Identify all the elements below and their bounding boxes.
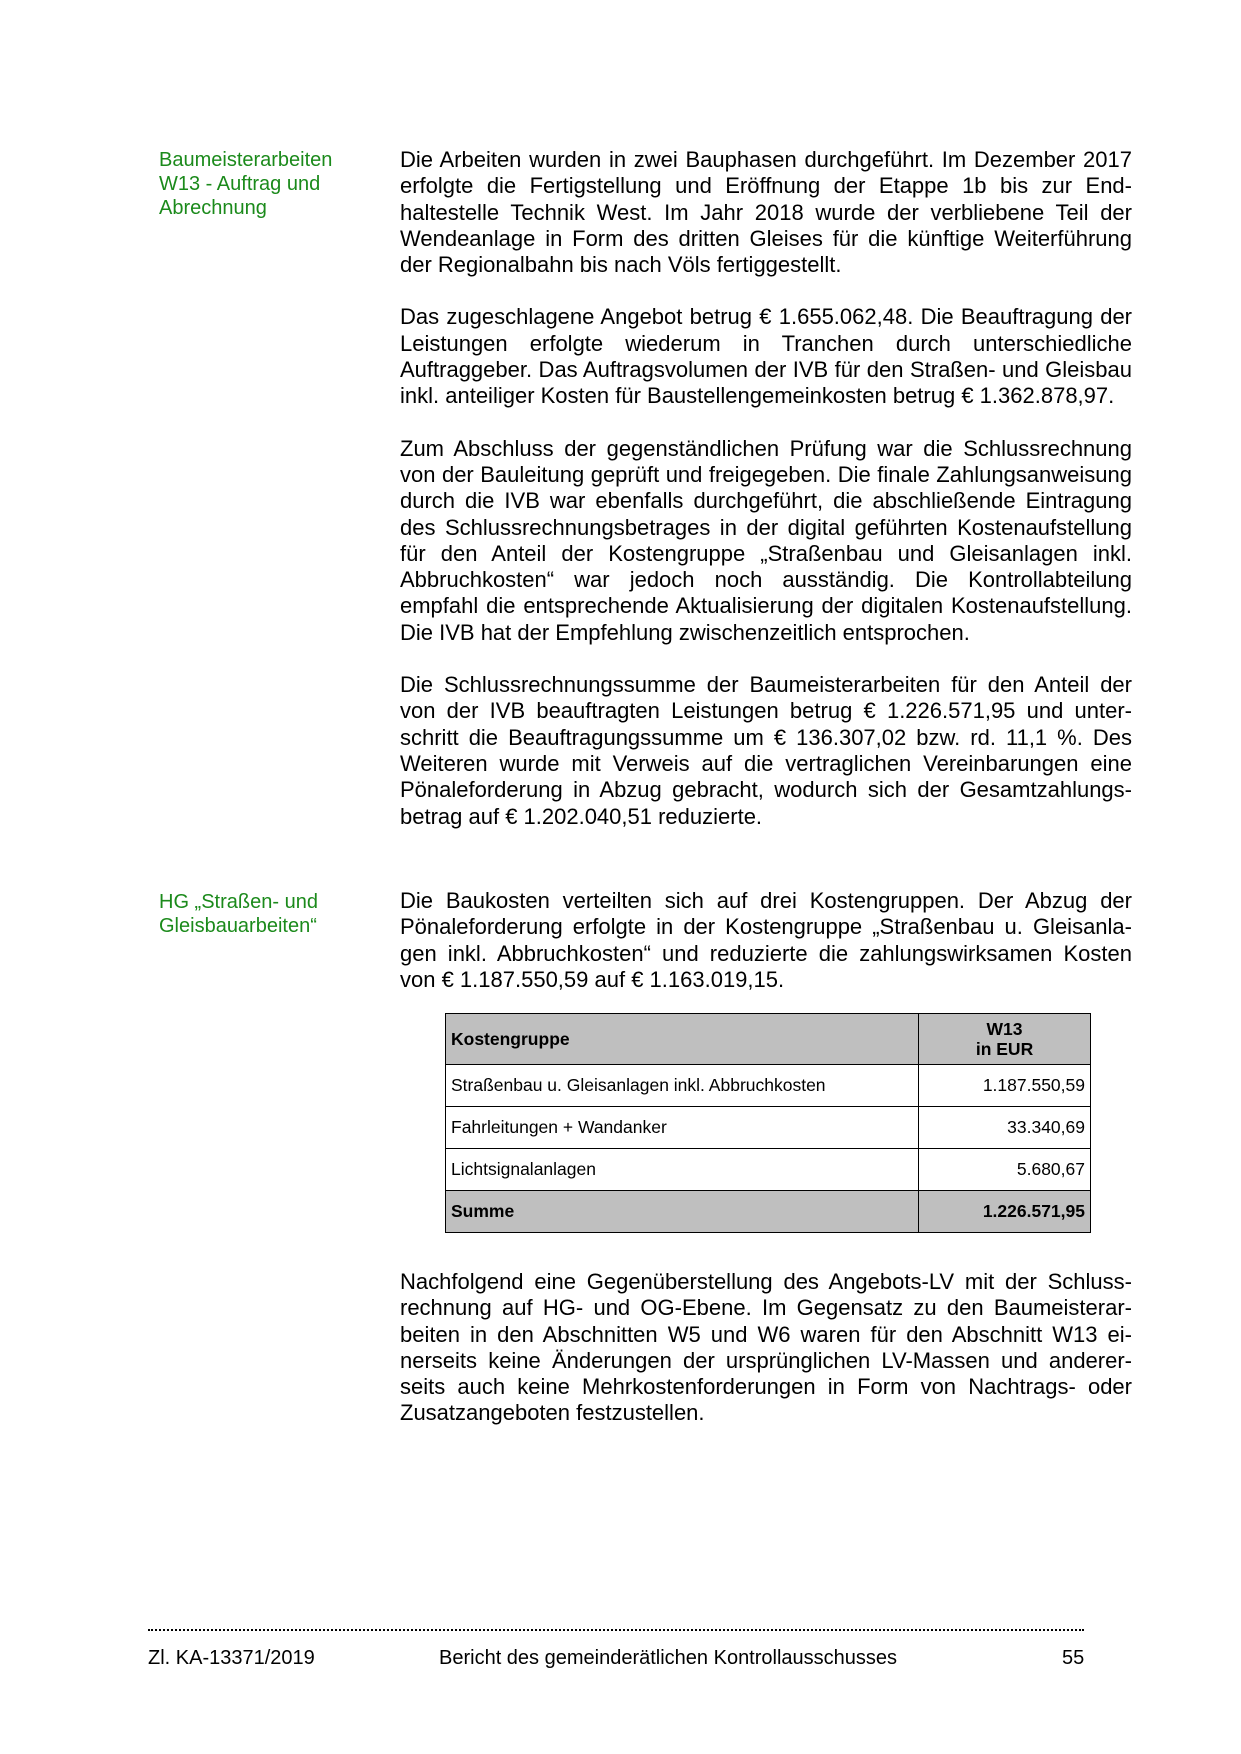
row-label: Straßenbau u. Gleisanlagen inkl. Abbruchkosten bbox=[446, 1065, 919, 1107]
table-row bbox=[446, 1107, 1091, 1149]
row-value: 33.340,69 bbox=[919, 1107, 1091, 1149]
sum-label: Summe bbox=[446, 1191, 919, 1233]
row-value: 5.680,67 bbox=[919, 1149, 1091, 1191]
body-section-1 bbox=[400, 147, 1132, 856]
header-w13: W13 bbox=[986, 1019, 1023, 1039]
paragraph-angebot: Das zugeschlagene Angebot betrug € 1.655.062,48. Die Beauftragung der Leistungen erfolgte wiederum in Tranchen durch unterschiedliche Auftraggeber. Das Auftragsvolumen der IVB für den Straßen- und Gleisbau inkl. anteiliger Kosten für Baustellengemeinkosten betrug € 1.362.878,97. bbox=[400, 304, 1132, 409]
paragraph-baukosten: Die Baukosten verteilten sich auf drei Kostengruppen. Der Abzug der Pönaleforderung erfolgte in der Kostengruppe „Straßenbau u. Gleisanlagen inkl. Abbruchkosten“ und reduzierte die zahlungswirksamen Kosten von € 1.187.550,59 auf € 1.163.019,15. bbox=[400, 888, 1132, 992]
table-sum-row bbox=[446, 1191, 1091, 1233]
paragraph-gegenueberstellung: Nachfolgend eine Gegenüberstellung des Angebots-LV mit der Schlussrechnung auf HG- und OG-Ebene. Im Gegensatz zu den Baumeisterarbeiten in den Abschnitten W5 und W6 waren für den Abschnitt W13 einerseits keine Änderungen der ursprünglichen LV-Massen und andererseits auch keine Mehrkostenforderungen in Form von Nachtrags- oder Zusatzangeboten festzustellen. bbox=[400, 1269, 1132, 1426]
table-header-row bbox=[446, 1014, 1091, 1065]
body-section-2 bbox=[400, 888, 1132, 1019]
cost-table bbox=[445, 1013, 1091, 1233]
footer-reference: Zl. KA-13371/2019 bbox=[148, 1647, 315, 1669]
body-section-3 bbox=[400, 1269, 1132, 1453]
table-row bbox=[446, 1149, 1091, 1191]
table-row bbox=[446, 1065, 1091, 1107]
row-value: 1.187.550,59 bbox=[919, 1065, 1091, 1107]
header-kostengruppe: Kostengruppe bbox=[446, 1014, 919, 1065]
footer-divider bbox=[148, 1629, 1084, 1631]
page-number: 55 bbox=[1062, 1647, 1085, 1669]
header-w13-eur bbox=[919, 1014, 1091, 1065]
paragraph-schlussrechnungssumme: Die Schlussrechnungssumme der Baumeisterarbeiten für den Anteil der von der IVB beauftragten Leistungen betrug € 1.226.571,95 und unterschritt die Beauftragungssumme um € 136.307,02 bzw. rd. 11,1 %. Des Weiteren wurde mit Verweis auf die vertraglichen Vereinbarungen eine Pönaleforderung in Abzug gebracht, wodurch sich der Gesamtzahlungsbetrag auf € 1.202.040,51 reduzierte. bbox=[400, 672, 1132, 829]
row-label: Lichtsignalanlagen bbox=[446, 1149, 919, 1191]
paragraph-schlussrechnung-pruefung: Zum Abschluss der gegenständlichen Prüfung war die Schlussrechnung von der Bauleitung geprüft und freigegeben. Die finale Zahlungsanweisung durch die IVB war ebenfalls durchgeführt, die abschließende Eintragung des Schlussrechnungsbetrages in der digital geführten Kostenaufstellung für den Anteil der Kostengruppe „Straßenbau und Gleisanlagen inkl. Abbruchkosten“ war jedoch noch ausständig. Die Kontrollabteilung empfahl die entsprechende Aktualisierung der digitalen Kostenaufstellung. Die IVB hat der Empfehlung zwischenzeitlich entsprochen. bbox=[400, 435, 1132, 645]
row-label: Fahrleitungen + Wandanker bbox=[446, 1107, 919, 1149]
footer-title: Bericht des gemeinderätlichen Kontrollausschusses bbox=[439, 1647, 898, 1669]
margin-note-hg-strassen-gleisbau: HG „Straßen- und Gleisbauarbeiten“ bbox=[159, 891, 318, 937]
margin-note-auftrag-abrechnung: Baumeisterarbeiten W13 - Auftrag und Abrechnung bbox=[159, 149, 333, 219]
paragraph-bauphasen: Die Arbeiten wurden in zwei Bauphasen durchgeführt. Im Dezember 2017 erfolgte die Fertigstellung und Eröffnung der Etappe 1b bis zur Endhaltestelle Technik West. Im Jahr 2018 wurde der verbliebene Teil der Wendeanlage in Form des dritten Gleises für die künftige Weiterführung der Regionalbahn bis nach Völs fertiggestellt. bbox=[400, 147, 1132, 278]
sum-value: 1.226.571,95 bbox=[919, 1191, 1091, 1233]
header-in-eur: in EUR bbox=[975, 1039, 1034, 1059]
